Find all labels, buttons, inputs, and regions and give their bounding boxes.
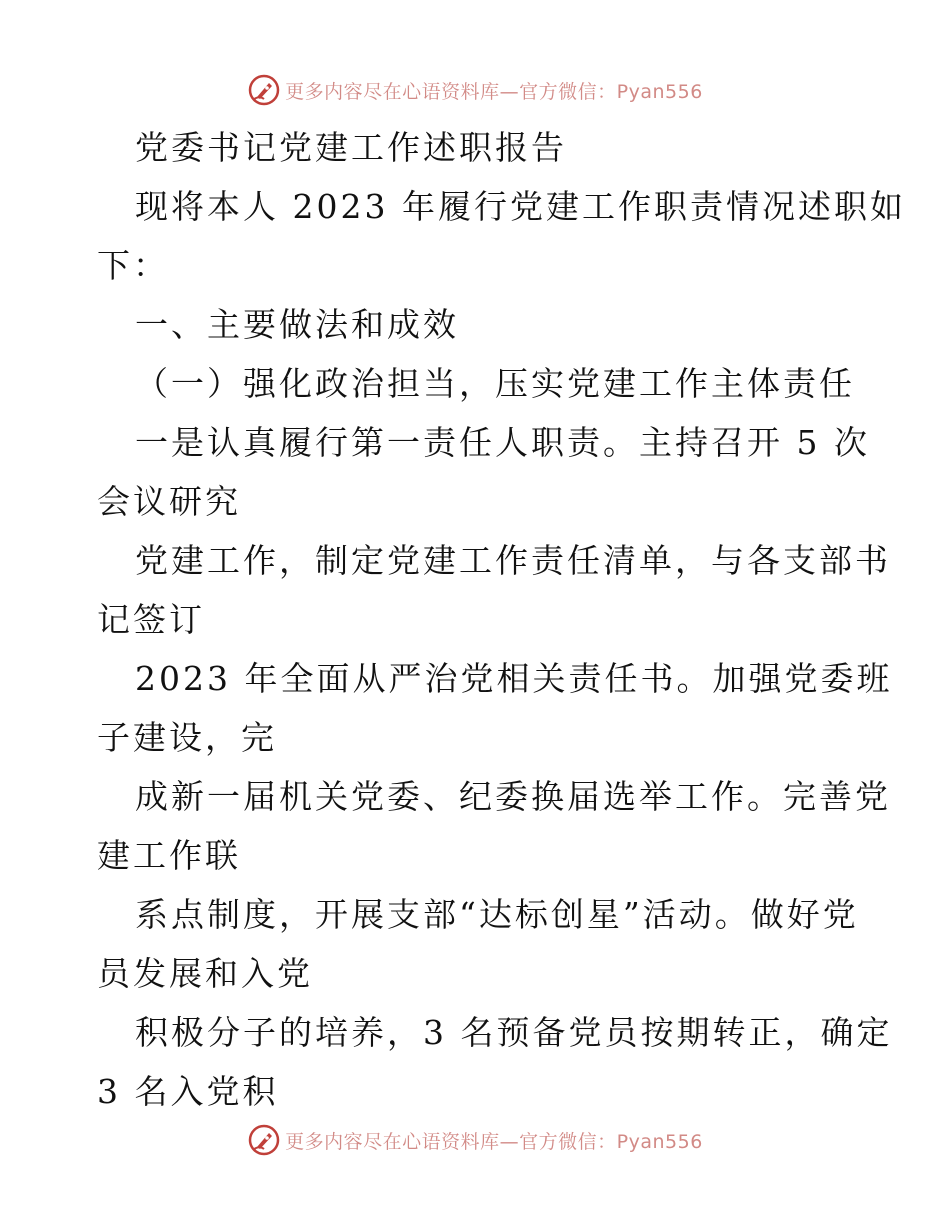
paragraph-line: 2023 年全面从严治党相关责任书。加强党委班 [135,659,893,698]
paragraph-line: 积极分子的培养，3 名预备党员按期转正，确定 [135,1013,893,1052]
paragraph-line: 员发展和入党 [97,954,313,993]
subsection-heading: （一）强化政治担当，压实党建工作主体责任 [135,364,855,403]
paragraph-line: 党建工作，制定党建工作责任清单，与各支部书 [135,541,891,580]
document-title: 党委书记党建工作述职报告 [135,128,567,167]
paragraph-line: 会议研究 [97,482,241,521]
paragraph-line: 记签订 [97,600,205,639]
paragraph-line: 成新一届机关党委、纪委换届选举工作。完善党 [135,777,891,816]
pen-nib-logo-icon [247,1123,281,1157]
paragraph-line: 现将本人 2023 年履行党建工作职责情况述职如 [135,187,906,226]
footer-banner [0,1120,950,1160]
section-heading: 一、主要做法和成效 [135,305,459,344]
header-banner-text: 更多内容尽在心语资料库—官方微信：Pyan556 [285,80,703,103]
paragraph-line: 下： [97,246,169,285]
header-banner [0,70,950,110]
paragraph-line: 子建设，完 [97,718,277,757]
paragraph-line: 一是认真履行第一责任人职责。主持召开 5 次 [135,423,870,462]
paragraph-line: 3 名入党积 [97,1072,279,1111]
paragraph-line: 建工作联 [97,836,241,875]
pen-nib-logo-icon [247,73,281,107]
paragraph-line: 系点制度，开展支部“达标创星”活动。做好党 [135,895,859,934]
footer-banner-text: 更多内容尽在心语资料库—官方微信：Pyan556 [285,1130,703,1153]
document-body [97,118,906,1121]
